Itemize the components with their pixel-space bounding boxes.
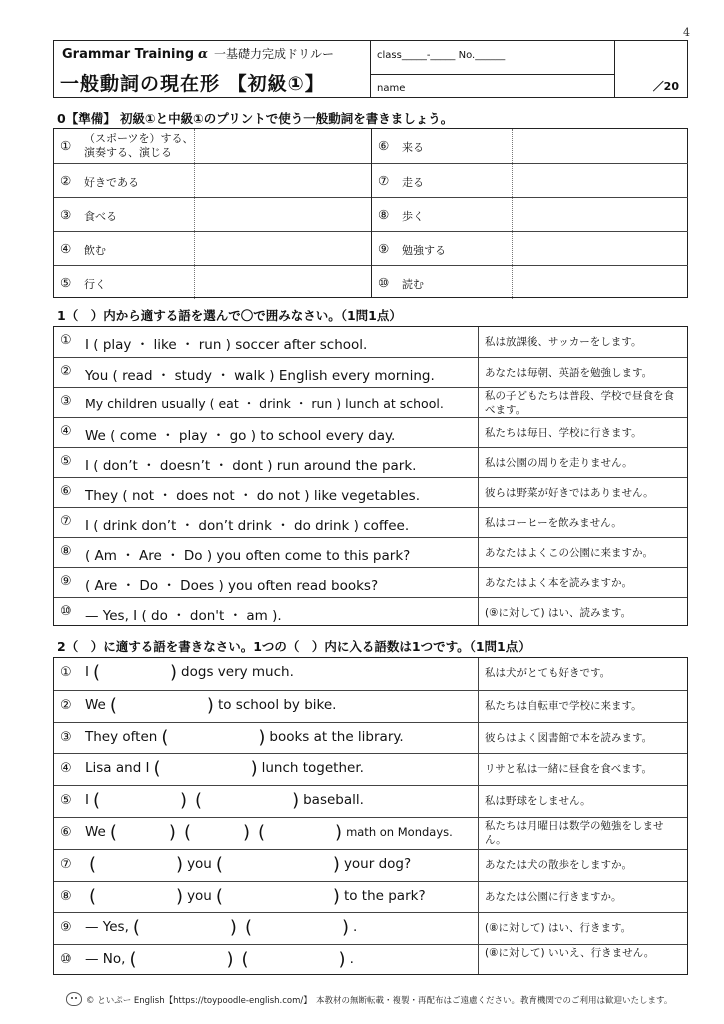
japanese-translation: 私は犬がとても好きです。 [485,667,611,679]
question-number: ④ [60,761,72,777]
verb-meaning: 歩く [402,210,424,223]
section2-heading: 2（ ）に適する語を書きなさい。1つの（ ）内に入る語数は1つです。（1問1点） [57,639,531,654]
answer-blank[interactable] [89,853,184,875]
section1-heading: 1（ ）内から適する語を選んで〇で囲みなさい。（1問1点） [57,308,402,323]
verb-meaning: 走る [402,176,424,189]
answer-blank[interactable] [513,232,688,265]
answer-blank[interactable] [215,853,340,875]
open-paren: ( [215,885,223,907]
verb-meaning: 読む [402,278,424,291]
section0-row [54,231,371,265]
page-number: 4 [683,26,690,39]
section2-row [54,785,687,817]
title-en: Grammar Training [62,47,195,62]
section1-row [54,477,687,507]
sentence-text: — No, [85,951,126,968]
japanese-translation: (⑧に対して) いいえ、行きません。 [485,947,655,960]
question-number: ③ [60,394,72,409]
open-paren: ( [258,822,266,843]
answer-blank[interactable] [513,129,688,163]
alpha-symbol: α [198,47,209,62]
answer-blank[interactable] [161,726,266,748]
sentence-text: to school by bike. [217,696,337,713]
section1-row [54,447,687,477]
sentence-text: you [187,887,212,904]
name-field[interactable]: name [377,83,406,94]
section0-row [372,163,688,197]
close-paren: ) [250,758,258,780]
open-paren: ( [129,949,137,971]
japanese-translation: あなたはよくこの公園に来ますか。 [485,547,653,559]
japanese-translation: 私は放課後、サッカーをします。 [485,336,642,348]
question-number: ⑩ [60,952,72,968]
section2-row [54,690,687,722]
question-number: ⑨ [60,574,72,589]
answer-blank[interactable] [513,266,688,299]
item-number: ② [60,173,72,188]
subtitle: 一基礎力完成ドリルー [214,47,335,61]
close-paren: ) [229,917,237,939]
section0-row [54,265,371,299]
answer-blank[interactable] [129,949,234,971]
open-paren: ( [109,694,117,716]
divider [371,74,614,75]
japanese-translation: 私は公園の周りを走りません。 [485,457,633,469]
section0-table [53,128,688,298]
sentence-text: you [187,855,212,872]
section0-row [54,129,371,163]
answer-blank[interactable] [195,129,371,163]
english-sentence[interactable]: I ( don’t ・ doesn’t ・ dont ) run around the park. [85,458,417,474]
answer-blank[interactable] [92,790,188,812]
section0-row [372,265,688,299]
close-paren: ) [332,885,340,907]
english-sentence [85,949,354,971]
answer-blank[interactable] [195,266,371,299]
open-paren: ( [195,790,203,812]
footer [66,992,672,1006]
open-paren: ( [92,790,101,812]
open-paren: ( [161,726,169,748]
answer-blank[interactable] [195,232,371,265]
answer-blank[interactable] [215,885,340,907]
open-paren: ( [109,822,117,843]
japanese-translation: 私たちは自転車で学校に来ます。 [485,699,642,712]
close-paren: ) [170,662,178,683]
section2-table [53,657,688,975]
english-sentence[interactable]: I ( drink don’t ・ don’t drink ・ do drink ) coffee. [85,518,410,534]
section1-row [54,327,687,357]
question-number: ⑦ [60,856,72,872]
english-sentence [85,853,412,875]
title-line [62,45,334,62]
answer-blank[interactable] [513,198,688,231]
english-sentence[interactable]: My children usually ( eat ・ drink ・ run ) lunch at school. [85,396,444,411]
japanese-translation: 私の子どもたちは普段、学校で昼食を食べます。 [485,390,674,416]
main-title: 一般動詞の現在形 【初級①】 [60,73,325,95]
japanese-translation: あなたは犬の散歩をしますか。 [485,858,632,871]
question-number: ⑧ [60,888,72,904]
close-paren: ) [176,853,184,875]
close-paren: ) [292,790,300,812]
english-sentence [85,790,364,812]
sentence-text: We [85,696,106,713]
item-number: ⑤ [60,275,72,290]
item-number: ⑦ [378,173,390,188]
japanese-translation: (⑧に対して) はい、行きます。 [485,922,632,935]
verb-meaning: 食べる [84,210,117,223]
japanese-translation: あなたはよく本を読みますか。 [485,577,632,589]
open-paren: ( [244,917,252,939]
question-number: ① [60,665,72,680]
sentence-text: baseball. [303,792,364,809]
sentence-text: They often [85,728,158,745]
question-number: ② [60,364,72,379]
section2-row [54,849,687,881]
english-sentence [85,726,404,748]
close-paren: ) [226,949,234,971]
section0-row [372,129,688,163]
question-number: ③ [60,729,72,745]
question-number: ④ [60,424,72,439]
section1-row [54,537,687,567]
answer-blank[interactable] [153,758,258,780]
verb-meaning: 飲む [84,244,106,257]
sentence-text: Lisa and I [85,760,150,777]
open-paren: ( [89,853,97,875]
answer-blank[interactable] [183,822,250,843]
close-paren: ) [180,790,188,812]
class-name-cell [371,41,615,97]
section0-row [54,163,371,197]
section2-row [54,817,687,849]
open-paren: ( [241,949,249,971]
close-paren: ) [338,949,346,971]
japanese-translation: 私たちは毎日、学校に行きます。 [485,427,642,439]
answer-blank[interactable] [244,917,349,939]
english-sentence [85,822,453,843]
sentence-text: — Yes, [85,919,129,936]
question-number: ⑩ [60,604,72,619]
section1-row [54,597,687,627]
section2-row [54,944,687,976]
section2-row [54,881,687,913]
poodle-logo-icon [66,992,82,1006]
open-paren: ( [89,885,97,907]
question-number: ⑤ [60,454,72,469]
english-sentence[interactable]: We ( come ・ play ・ go ) to school every day. [85,428,396,444]
section1-row [54,507,687,537]
close-paren: ) [335,822,343,843]
section0-row [372,231,688,265]
question-number: ⑧ [60,544,72,559]
answer-blank[interactable] [195,198,371,231]
english-sentence [85,885,426,907]
answer-blank[interactable] [109,822,176,843]
section1-row [54,417,687,447]
answer-blank[interactable] [241,949,346,971]
answer-blank[interactable] [258,822,343,843]
japanese-translation: リサと私は一緒に昼食を食べます。 [485,763,652,776]
sentence-text: dogs very much. [181,664,294,680]
sentence-text: We [85,824,106,840]
english-sentence[interactable]: I ( play ・ like ・ run ) soccer after school. [85,337,368,353]
english-sentence[interactable]: ( Am ・ Are ・ Do ) you often come to this park? [85,548,411,564]
sentence-text: I [85,664,89,680]
open-paren: ( [132,917,140,939]
section2-row [54,753,687,785]
section0-left-column [54,129,371,297]
verb-meaning: 来る [402,141,424,154]
english-sentence [85,662,294,683]
question-number: ① [60,333,72,348]
japanese-translation: あなたは毎朝、英語を勉強します。 [485,367,653,379]
japanese-translation: 彼らは野菜が好きではありません。 [485,487,654,499]
japanese-translation: 彼らはよく図書館で本を読みます。 [485,731,653,744]
open-paren: ( [153,758,161,780]
english-sentence[interactable]: You ( read ・ study ・ walk ) English every morning. [85,368,435,384]
japanese-translation: あなたは公園に行きますか。 [485,890,622,903]
japanese-translation: 私は野球をしません。 [485,795,591,808]
english-sentence[interactable]: They ( not ・ does not ・ do not ) like vegetables. [85,488,420,504]
section0-row [372,197,688,231]
section2-row [54,658,687,690]
sentence-text: your dog? [343,855,412,872]
sentence-text: . [349,951,354,968]
sentence-text: I [85,792,89,809]
section1-row [54,387,687,417]
answer-blank[interactable] [92,662,178,683]
question-number: ⑥ [60,825,72,840]
japanese-translation: 私たちは月曜日は数学の勉強をしません。 [485,820,664,846]
section0-right-column [371,129,688,297]
section1-row [54,357,687,387]
item-number: ⑨ [378,241,390,256]
close-paren: ) [341,917,349,939]
sentence-text: math on Mondays. [346,825,453,839]
item-number: ⑥ [378,138,390,153]
question-number: ② [60,697,72,713]
section1-table [53,326,688,626]
section2-row [54,912,687,944]
japanese-translation: 私はコーヒーを飲みません。 [485,517,622,529]
english-sentence [85,758,364,780]
close-paren: ) [176,885,184,907]
sentence-text: lunch together. [261,760,364,777]
japanese-translation: (⑨に対して) はい、読みます。 [485,607,632,619]
close-paren: ) [168,822,176,843]
open-paren: ( [183,822,191,843]
section0-heading: 0【準備】 初級①と中級①のプリントで使う一般動詞を書きましょう。 [57,111,454,126]
close-paren: ) [258,726,266,748]
close-paren: ) [332,853,340,875]
verb-meaning: 好きである [84,176,139,189]
close-paren: ) [206,694,214,716]
verb-meaning: 行く [84,278,106,291]
english-sentence[interactable]: — Yes, I ( do ・ don't ・ am ). [85,608,282,624]
sentence-text: to the park? [343,887,426,904]
title-cell [54,41,371,97]
item-number: ④ [60,241,72,256]
answer-blank[interactable] [195,790,300,812]
worksheet-header [53,40,688,98]
answer-blank[interactable] [132,917,237,939]
open-paren: ( [215,853,223,875]
sentence-text: . [353,919,358,936]
item-number: ⑧ [378,207,390,222]
english-sentence [85,917,358,939]
question-number: ⑥ [60,484,72,499]
section2-row [54,722,687,754]
close-paren: ) [242,822,250,843]
question-number: ⑨ [60,920,72,936]
sentence-text: books at the library. [269,728,404,745]
english-sentence[interactable]: ( Are ・ Do ・ Does ) you often read books? [85,578,379,594]
question-number: ⑦ [60,514,72,529]
answer-blank[interactable] [513,164,688,197]
section0-row [54,197,371,231]
item-number: ⑩ [378,275,390,290]
section1-row [54,567,687,597]
answer-blank[interactable] [89,885,184,907]
verb-meaning: 勉強する [402,244,446,257]
footer-text: © といぷー English【https://toypoodle-english.com/】 本教材の無断転載・複製・再配布はご遠慮ください。教育機関でのご利用は歓迎いたします。 [86,996,673,1006]
answer-blank[interactable] [109,694,214,716]
verb-meaning: （スポーツを）する、演奏する、演じる [84,132,194,159]
score-total: ／20 [652,80,679,93]
score-cell [615,41,687,97]
question-number: ⑤ [60,793,72,809]
item-number: ① [60,138,72,153]
item-number: ③ [60,207,72,222]
english-sentence [85,694,337,716]
class-field[interactable]: class_____-_____ No.______ [377,50,506,61]
open-paren: ( [92,662,101,683]
answer-blank[interactable] [195,164,371,197]
